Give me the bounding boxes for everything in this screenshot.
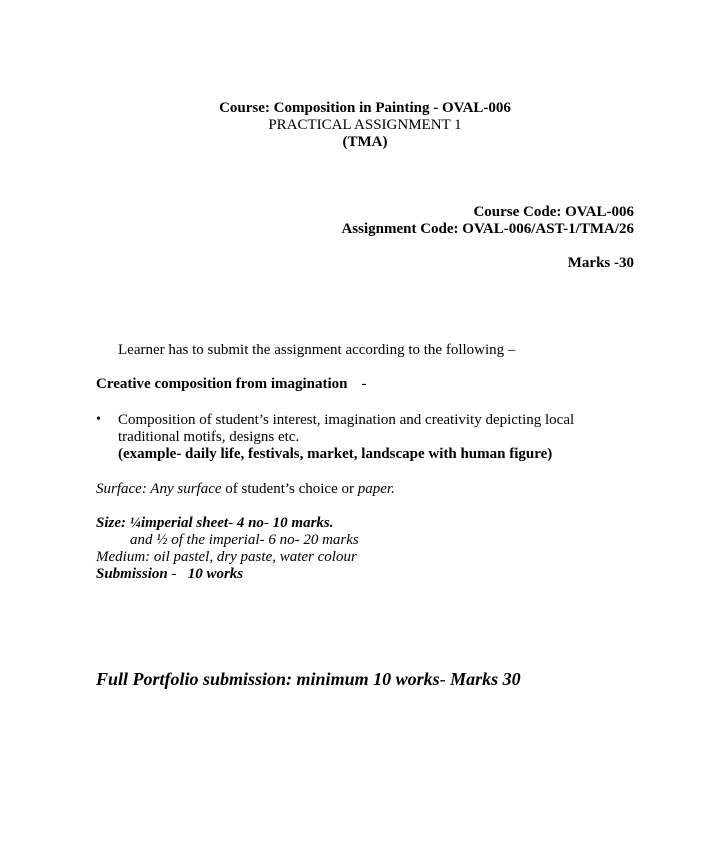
size-line: [96, 515, 334, 532]
bullet-line-2: traditional motifs, designs etc.: [118, 429, 300, 445]
size-dash-2: -: [263, 515, 273, 531]
size-marks: 10 marks.: [272, 515, 334, 531]
size-line-2: and ½ of the imperial- 6 no- 20 marks: [130, 532, 359, 548]
document-header: [0, 100, 722, 151]
assignment-title: PRACTICAL ASSIGNMENT 1: [268, 117, 462, 133]
bullet-item: [118, 412, 574, 463]
submission-value: 10 works: [187, 566, 244, 582]
size-detail: 4 no: [236, 515, 264, 531]
size-label: Size: ¼imperial sheet: [96, 515, 229, 531]
intro-text: Learner has to submit the assignment according to the following –: [118, 342, 516, 358]
surface-label: Surface: Any surface: [96, 481, 222, 497]
portfolio-text: Full Portfolio submission: minimum 10 works: [96, 669, 440, 689]
portfolio-marks: Marks 30: [450, 669, 521, 689]
surface-line: [96, 481, 395, 498]
section-heading-text: Creative composition from imagination: [96, 376, 348, 392]
portfolio-dash: -: [439, 669, 451, 689]
assignment-type: (TMA): [342, 134, 388, 150]
section-heading-dash: -: [361, 376, 367, 392]
codes-block: [341, 204, 634, 272]
submission-label: Submission: [96, 566, 168, 582]
medium-line: Medium: oil pastel, dry paste, water colour: [96, 549, 357, 565]
section-heading: [96, 376, 367, 393]
bullet-icon: •: [96, 412, 101, 427]
bullet-line-1: Composition of student’s interest, imagination and creativity depicting local: [118, 412, 575, 428]
submission-dash: -: [167, 566, 188, 582]
submission-line: [96, 566, 243, 583]
assignment-code: Assignment Code: OVAL-006/AST-1/TMA/26: [341, 221, 634, 237]
bullet-example: (example- daily life, festivals, market, landscape with human figure): [118, 446, 553, 462]
course-code: Course Code: OVAL-006: [473, 204, 634, 220]
portfolio-line: [96, 669, 521, 690]
size-dash: -: [228, 515, 237, 531]
surface-end: paper.: [357, 481, 395, 497]
marks: Marks -30: [567, 255, 634, 271]
course-title: Course: Composition in Painting - OVAL-006: [219, 100, 511, 116]
surface-middle: of student’s choice or: [221, 481, 358, 497]
